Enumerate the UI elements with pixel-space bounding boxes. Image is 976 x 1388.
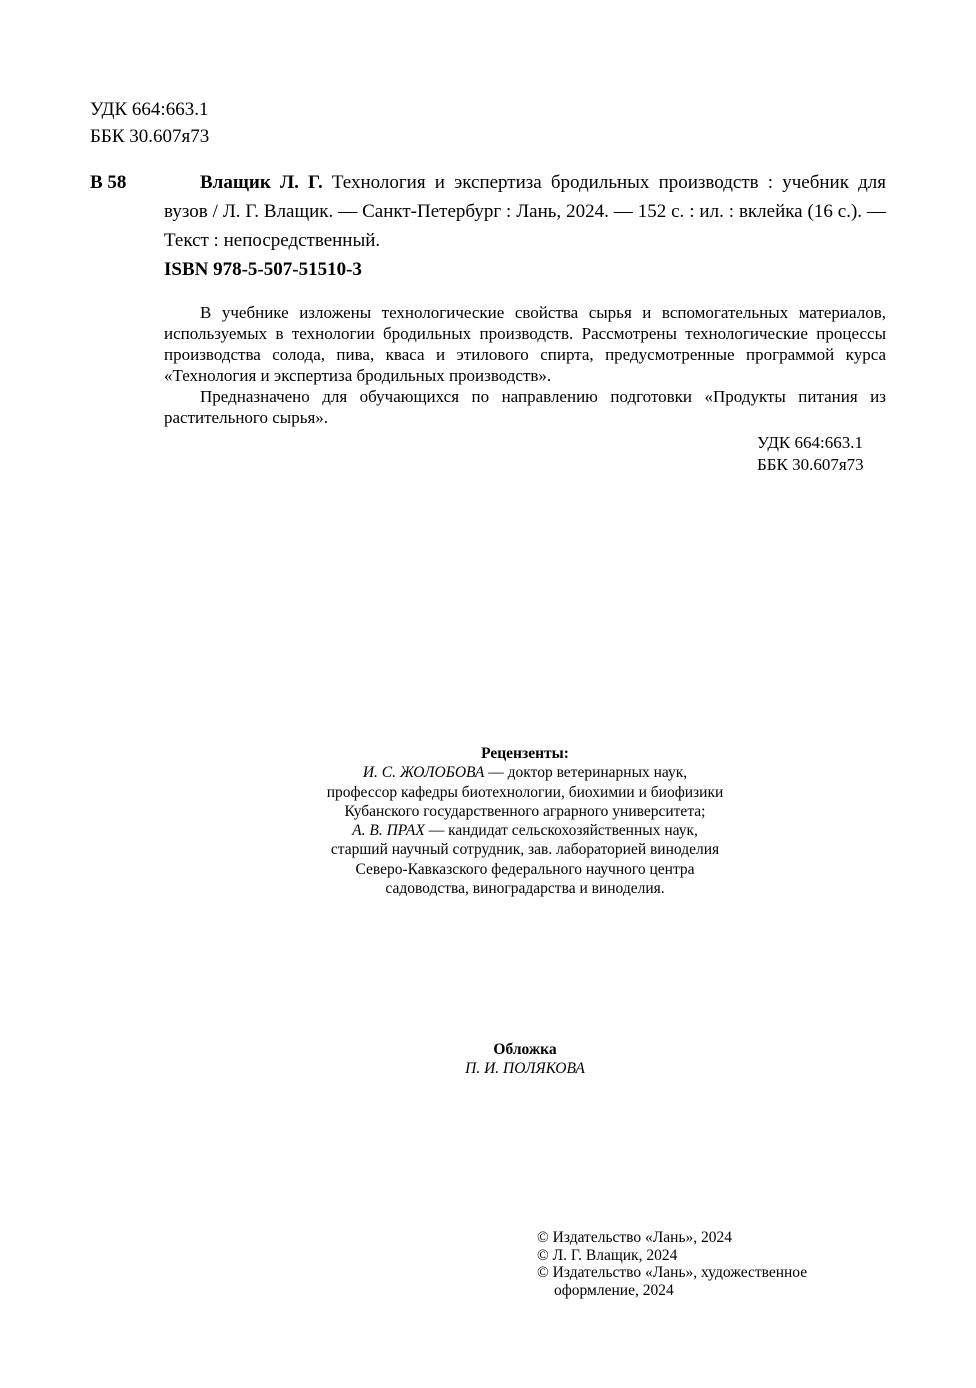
reviewers-block [200,744,850,898]
cover-credit [350,1040,700,1078]
cover-designer: П. И. ПОЛЯКОВА [465,1060,585,1077]
reviewer-name: И. С. ЖОЛОБОВА [362,764,485,782]
bibliographic-record [164,168,886,255]
udk-code: УДК 664:663.1 [757,433,863,452]
abstract [164,302,886,428]
abstract-paragraph: Предназначено для обучающихся по направлению подготовки «Продукты питания из растительного сырья». [164,387,886,427]
classification-codes [90,96,209,150]
reviewer-line: А. В. ПРАХ — кандидат сельскохозяйственных наук, [352,822,698,840]
author-name: Влащик Л. Г. [200,172,323,193]
reviewer-line: И. С. ЖОЛОБОВА — доктор ветеринарных наук, [362,764,688,782]
reviewer-line: садоводства, виноградарства и виноделия. [385,880,665,898]
reviewer-name: А. В. ПРАХ [352,822,425,840]
reviewer-line: профессор кафедры биотехнологии, биохимии и биофизики [326,783,724,801]
copyright-line: © Издательство «Лань», художественное [537,1264,808,1281]
copyright-line: © Издательство «Лань», 2024 [537,1229,733,1246]
cover-heading: Обложка [493,1041,557,1058]
copyright-line: оформление, 2024 [554,1281,674,1299]
reviewer-line: Кубанского государственного аграрного университета; [344,802,706,820]
reviewer-line: старший научный сотрудник, зав. лабораторией виноделия [330,841,720,859]
copyright-block [537,1229,807,1299]
isbn: ISBN 978-5-507-51510-3 [164,259,362,280]
abstract-paragraph: В учебнике изложены технологические свойства сырья и вспомогательных материалов, используемых в технологии бродильных производств. Рассмотрены технологические процессы производства солода, пива, кваса и этилового спирта, предусмотренные программой курса «Технология и экспертиза бродильных производств». [164,303,886,385]
copyright-line: © Л. Г. Влащик, 2024 [537,1246,678,1264]
reviewers-heading: Рецензенты: [481,745,569,762]
reviewer-line: Северо-Кавказского федерального научного центра [355,860,695,878]
bibliographic-description: Технология и экспертиза бродильных производств : учебник для вузов / Л. Г. Влащик. — Санкт-Петербург : Лань, 2024. — 152 с. : ил. : вклейка (16 с.). — Текст : непосредственный. [164,172,887,251]
bbk-code: ББК 30.607я73 [757,455,864,474]
author-mark: В 58 [90,172,127,193]
classification-codes-repeat [757,432,864,476]
udk-code: УДК 664:663.1 [90,99,209,120]
bbk-code: ББК 30.607я73 [90,126,210,147]
